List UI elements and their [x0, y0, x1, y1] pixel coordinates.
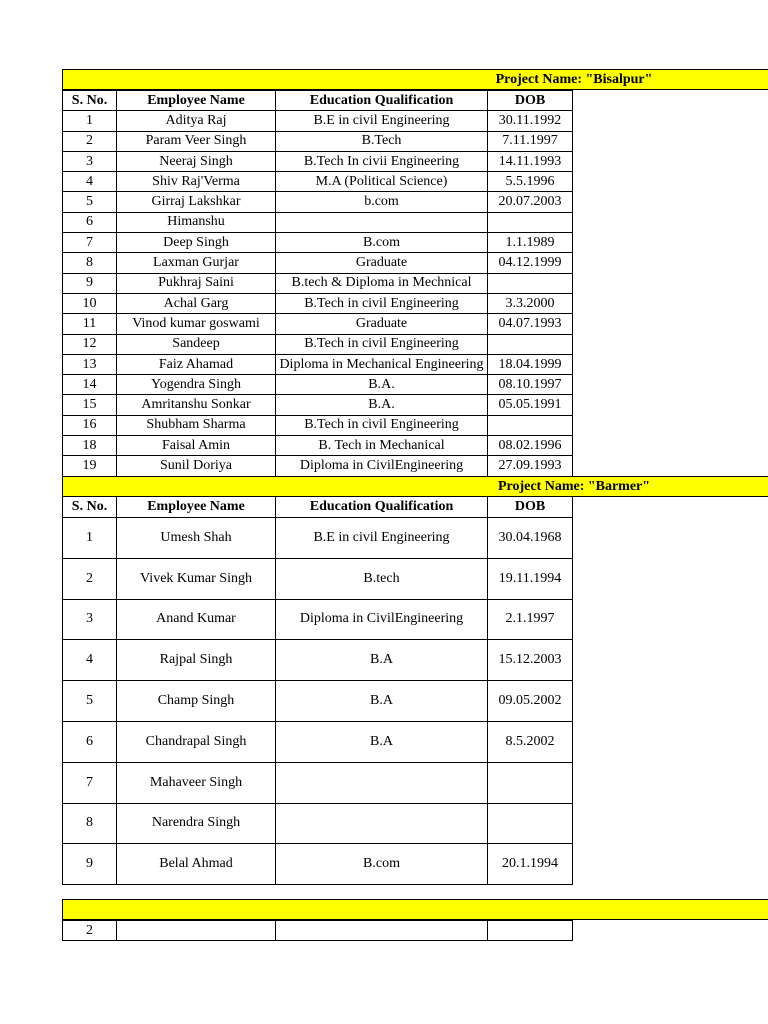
project-title-1: Project Name: "Bisalpur" — [495, 71, 653, 87]
serial-number-cell: 6 — [63, 212, 117, 232]
employee-name-cell: Param Veer Singh — [117, 131, 276, 151]
education-cell: B.com — [276, 844, 488, 885]
employee-name-cell: Aditya Raj — [117, 111, 276, 131]
dob-cell: 3.3.2000 — [488, 293, 573, 313]
dob-cell: 08.10.1997 — [488, 375, 573, 395]
serial-number-cell: 5 — [63, 681, 117, 722]
serial-number-cell: 13 — [63, 354, 117, 374]
table-row — [63, 131, 573, 151]
education-cell: B.com — [276, 233, 488, 253]
project-banner-2 — [62, 476, 768, 497]
serial-number-cell: 2 — [63, 558, 117, 599]
education-header: Education Qualification — [276, 497, 488, 518]
project-banner-3 — [62, 899, 768, 920]
employee-name-cell: Mahaveer Singh — [117, 762, 276, 803]
employee-table-1 — [62, 90, 573, 477]
dob-cell — [488, 921, 573, 941]
education-cell: B.E in civil Engineering — [276, 518, 488, 559]
dob-cell: 19.11.1994 — [488, 558, 573, 599]
serial-number-cell: 9 — [63, 844, 117, 885]
dob-cell: 05.05.1991 — [488, 395, 573, 415]
table-row — [63, 721, 573, 762]
education-cell: B.tech & Diploma in Mechnical — [276, 273, 488, 293]
employee-name-cell: Vinod kumar goswami — [117, 314, 276, 334]
education-cell: B.A — [276, 681, 488, 722]
employee-name-cell: Umesh Shah — [117, 518, 276, 559]
dob-cell — [488, 415, 573, 435]
education-cell: B.Tech in civil Engineering — [276, 293, 488, 313]
employee-name-cell: Anand Kumar — [117, 599, 276, 640]
employee-name-cell: Champ Singh — [117, 681, 276, 722]
dob-cell — [488, 803, 573, 844]
table-row — [63, 151, 573, 171]
serial-number-cell: 16 — [63, 415, 117, 435]
serial-number-cell: 5 — [63, 192, 117, 212]
education-cell: B.A. — [276, 395, 488, 415]
header-row — [63, 91, 573, 111]
employee-name-cell — [117, 921, 276, 941]
employee-name-cell: Laxman Gurjar — [117, 253, 276, 273]
serial-number-cell: 18 — [63, 436, 117, 456]
education-cell — [276, 803, 488, 844]
table-row — [63, 192, 573, 212]
dob-cell: 20.1.1994 — [488, 844, 573, 885]
dob-header: DOB — [488, 497, 573, 518]
table-row — [63, 354, 573, 374]
dob-cell: 04.07.1993 — [488, 314, 573, 334]
employee-name-cell: Narendra Singh — [117, 803, 276, 844]
education-header: Education Qualification — [276, 91, 488, 111]
dob-cell — [488, 334, 573, 354]
employee-name-cell: Himanshu — [117, 212, 276, 232]
employee-name-cell: Pukhraj Saini — [117, 273, 276, 293]
serial-number-header: S. No. — [63, 497, 117, 518]
table-row — [63, 518, 573, 559]
employee-name-cell: Deep Singh — [117, 233, 276, 253]
education-cell: B.A. — [276, 375, 488, 395]
table-row — [63, 314, 573, 334]
employee-table-3 — [62, 920, 573, 941]
education-cell: B.Tech In civii Engineering — [276, 151, 488, 171]
serial-number-cell: 3 — [63, 599, 117, 640]
table-row — [63, 375, 573, 395]
education-cell — [276, 762, 488, 803]
education-cell: b.com — [276, 192, 488, 212]
serial-number-cell: 15 — [63, 395, 117, 415]
dob-cell: 08.02.1996 — [488, 436, 573, 456]
table-row — [63, 762, 573, 803]
serial-number-cell: 14 — [63, 375, 117, 395]
header-row — [63, 497, 573, 518]
table-row — [63, 334, 573, 354]
dob-cell: 04.12.1999 — [488, 253, 573, 273]
table-row — [63, 293, 573, 313]
employee-name-cell: Rajpal Singh — [117, 640, 276, 681]
table-row — [63, 558, 573, 599]
employee-name-cell: Sandeep — [117, 334, 276, 354]
education-cell: B.A — [276, 721, 488, 762]
employee-name-cell: Yogendra Singh — [117, 375, 276, 395]
employee-name-cell: Chandrapal Singh — [117, 721, 276, 762]
dob-cell: 20.07.2003 — [488, 192, 573, 212]
education-cell: Diploma in CivilEngineering — [276, 599, 488, 640]
employee-name-cell: Belal Ahmad — [117, 844, 276, 885]
table-row — [63, 844, 573, 885]
serial-number-cell: 19 — [63, 456, 117, 476]
serial-number-cell: 9 — [63, 273, 117, 293]
project-title-3 — [63, 900, 768, 919]
serial-number-cell: 6 — [63, 721, 117, 762]
employee-name-cell: Shubham Sharma — [117, 415, 276, 435]
serial-number-cell: 10 — [63, 293, 117, 313]
education-cell: B.Tech in civil Engineering — [276, 334, 488, 354]
employee-name-cell: Faisal Amin — [117, 436, 276, 456]
serial-number-cell: 11 — [63, 314, 117, 334]
table-row — [63, 273, 573, 293]
employee-name-header: Employee Name — [117, 497, 276, 518]
table-row — [63, 681, 573, 722]
employee-name-cell: Faiz Ahamad — [117, 354, 276, 374]
education-cell: M.A (Political Science) — [276, 172, 488, 192]
education-cell: B.tech — [276, 558, 488, 599]
table-row — [63, 172, 573, 192]
education-cell: Graduate — [276, 253, 488, 273]
education-cell — [276, 212, 488, 232]
dob-cell — [488, 212, 573, 232]
serial-number-cell: 1 — [63, 111, 117, 131]
serial-number-cell: 3 — [63, 151, 117, 171]
dob-cell — [488, 762, 573, 803]
table-row — [63, 395, 573, 415]
dob-cell: 8.5.2002 — [488, 721, 573, 762]
employee-name-cell: Sunil Doriya — [117, 456, 276, 476]
dob-cell — [488, 273, 573, 293]
serial-number-cell: 8 — [63, 803, 117, 844]
serial-number-cell: 4 — [63, 640, 117, 681]
table-row — [63, 640, 573, 681]
dob-cell: 7.11.1997 — [488, 131, 573, 151]
table-row — [63, 456, 573, 476]
table-row — [63, 415, 573, 435]
serial-number-cell: 7 — [63, 762, 117, 803]
table-row — [63, 803, 573, 844]
dob-cell: 2.1.1997 — [488, 599, 573, 640]
education-cell: B.E in civil Engineering — [276, 111, 488, 131]
table-row — [63, 253, 573, 273]
employee-table-2 — [62, 496, 573, 885]
dob-cell: 30.04.1968 — [488, 518, 573, 559]
serial-number-cell: 7 — [63, 233, 117, 253]
education-cell — [276, 921, 488, 941]
education-cell: Graduate — [276, 314, 488, 334]
education-cell: B.Tech in civil Engineering — [276, 415, 488, 435]
employee-name-cell: Vivek Kumar Singh — [117, 558, 276, 599]
education-cell: Diploma in CivilEngineering — [276, 456, 488, 476]
dob-cell: 09.05.2002 — [488, 681, 573, 722]
employee-name-header: Employee Name — [117, 91, 276, 111]
employee-name-cell: Neeraj Singh — [117, 151, 276, 171]
employee-name-cell: Achal Garg — [117, 293, 276, 313]
dob-cell: 14.11.1993 — [488, 151, 573, 171]
serial-number-cell: 12 — [63, 334, 117, 354]
serial-number-cell: 8 — [63, 253, 117, 273]
dob-cell: 5.5.1996 — [488, 172, 573, 192]
table-row — [63, 212, 573, 232]
dob-cell: 1.1.1989 — [488, 233, 573, 253]
dob-cell: 18.04.1999 — [488, 354, 573, 374]
serial-number-cell: 4 — [63, 172, 117, 192]
employee-name-cell: Girraj Lakshkar — [117, 192, 276, 212]
dob-cell: 30.11.1992 — [488, 111, 573, 131]
employee-name-cell: Shiv Raj'Verma — [117, 172, 276, 192]
education-cell: B.A — [276, 640, 488, 681]
table-row — [63, 436, 573, 456]
table-row — [63, 921, 573, 941]
education-cell: B. Tech in Mechanical — [276, 436, 488, 456]
project-banner-1 — [62, 69, 768, 90]
table-row — [63, 233, 573, 253]
table-row — [63, 599, 573, 640]
serial-number-header: S. No. — [63, 91, 117, 111]
employee-name-cell: Amritanshu Sonkar — [117, 395, 276, 415]
serial-number-cell: 2 — [63, 131, 117, 151]
project-title-2: Project Name: "Barmer" — [497, 478, 651, 494]
dob-header: DOB — [488, 91, 573, 111]
dob-cell: 27.09.1993 — [488, 456, 573, 476]
dob-cell: 15.12.2003 — [488, 640, 573, 681]
serial-number-cell: 1 — [63, 518, 117, 559]
education-cell: B.Tech — [276, 131, 488, 151]
education-cell: Diploma in Mechanical Engineering — [276, 354, 488, 374]
serial-number-cell: 2 — [63, 921, 117, 941]
table-row — [63, 111, 573, 131]
